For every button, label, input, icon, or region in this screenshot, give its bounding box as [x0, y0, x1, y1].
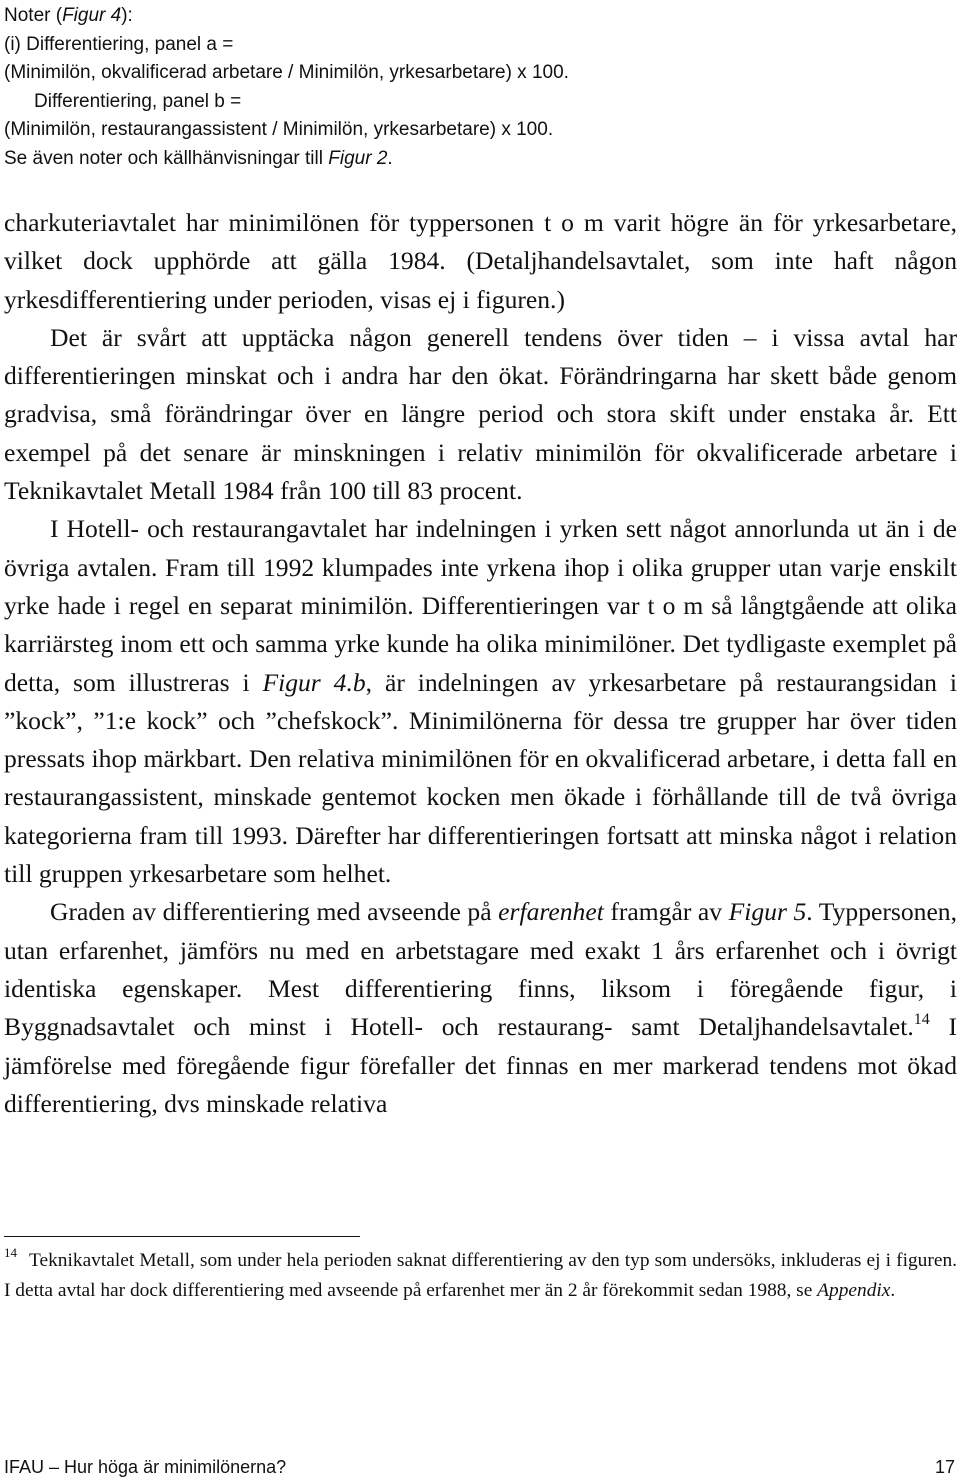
paragraph: Det är svårt att upptäcka någon generell tendens över tiden – i vissa avtal har differentieringen minskat och i andra har den ökat. Förändringarna har skett både genom gradvisa, små förändringar över en längre period och stora skift under enstaka år. Ett exempel på det senare är minskningen i relativ minimilön för okvalificerade arbetare i Teknikavtalet Metall 1984 från 100 till 83 procent.	[4, 322, 957, 506]
notes-line: Se även noter och källhänvisningar till Figur 2.	[4, 147, 393, 169]
page-footer	[4, 1455, 957, 1479]
figure-reference: Figur 4.b	[262, 667, 366, 697]
paragraph: charkuteriavtalet har minimilönen för typpersonen t o m varit högre än för yrkesarbetare, vilket dock upphörde att gälla 1984. (Detaljhandelsavtalet, som inte haft någon yrkesdifferentiering under perioden, visas ej i figuren.)	[4, 208, 957, 314]
footnote-divider	[4, 1236, 360, 1237]
notes-heading: Noter (Figur 4):	[4, 5, 133, 26]
footer-title: IFAU – Hur höga är minimilönerna?	[4, 1457, 287, 1477]
figure-reference: Figur 4	[62, 5, 122, 26]
page-number: 17	[934, 1457, 955, 1477]
appendix-reference: Appendix	[817, 1280, 891, 1301]
notes-line: (Minimilön, restaurangassistent / Minimilön, yrkesarbetare) x 100.	[4, 119, 554, 140]
notes-line: (Minimilön, okvalificerad arbetare / Minimilön, yrkesarbetare) x 100.	[4, 62, 569, 83]
paragraph: Graden av differentiering med avseende på erfarenhet framgår av Figur 5. Typpersonen, utan erfarenhet, jämförs nu med en arbetstagare med exakt 1 års erfarenhet och i övrigt identiska egenskaper. Mest differentiering finns, liksom i föregående figur, i Byggnadsavtalet och minst i Hotell- och restaurang- samt Detaljhandelsavtalet.$^{14}$ I jämförelse med föregående figur förefaller det finnas en mer markerad tendens mot ökad differentiering, dvs minskade relativa	[4, 897, 957, 1118]
figure-reference: Figur 5	[728, 897, 807, 927]
notes-line: (i) Differentiering, panel a =	[4, 33, 234, 55]
footnote-number: 14	[4, 1245, 17, 1260]
paragraph: I Hotell- och restaurangavtalet har indelningen i yrken sett något annorlunda ut än i de övriga avtalen. Fram till 1992 klumpades inte yrkena ihop i olika grupper utan varje enskilt yrke hade i regel en separat minimilön. Differentieringen var t o m så långtgående att olika karriärsteg inom ett och samma yrke kunde ha olika minimilöner. Det tydligaste exemplet på detta, som illustreras i Figur 4.b, är indelningen av yrkesarbetare på restaurangsidan i ”kock”, ”1:e kock” och ”chefskock”. Minimilönerna för dessa tre grupper har över tiden pressats ihop märkbart. Den relativa minimilönen för en okvalificerad arbetare, i detta fall en restaurangassistent, minskade gentemot kocken men ökade i förhållande till de två övriga kategorierna fram till 1993. Därefter har differentieringen fortsatt att minska något i relation till gruppen yrkesarbetare som helhet.	[4, 514, 957, 889]
emphasis: erfarenhet	[498, 897, 604, 927]
figure-reference: Figur 2	[328, 147, 388, 169]
footnote: $^{14}$ Teknikavtalet Metall, som under hela perioden saknat differentiering av den typ som undersöks, inkluderas ej i figuren. I detta avtal har dock differentiering med avseende på erfarenhet mer än 2 år förekommit sedan 1988, se Appendix.	[4, 1245, 957, 1301]
notes-line: Differentiering, panel b =	[34, 90, 242, 112]
body-text	[4, 204, 957, 1123]
figure-notes	[4, 2, 944, 173]
footnote-reference[interactable]: 14	[913, 1011, 930, 1029]
